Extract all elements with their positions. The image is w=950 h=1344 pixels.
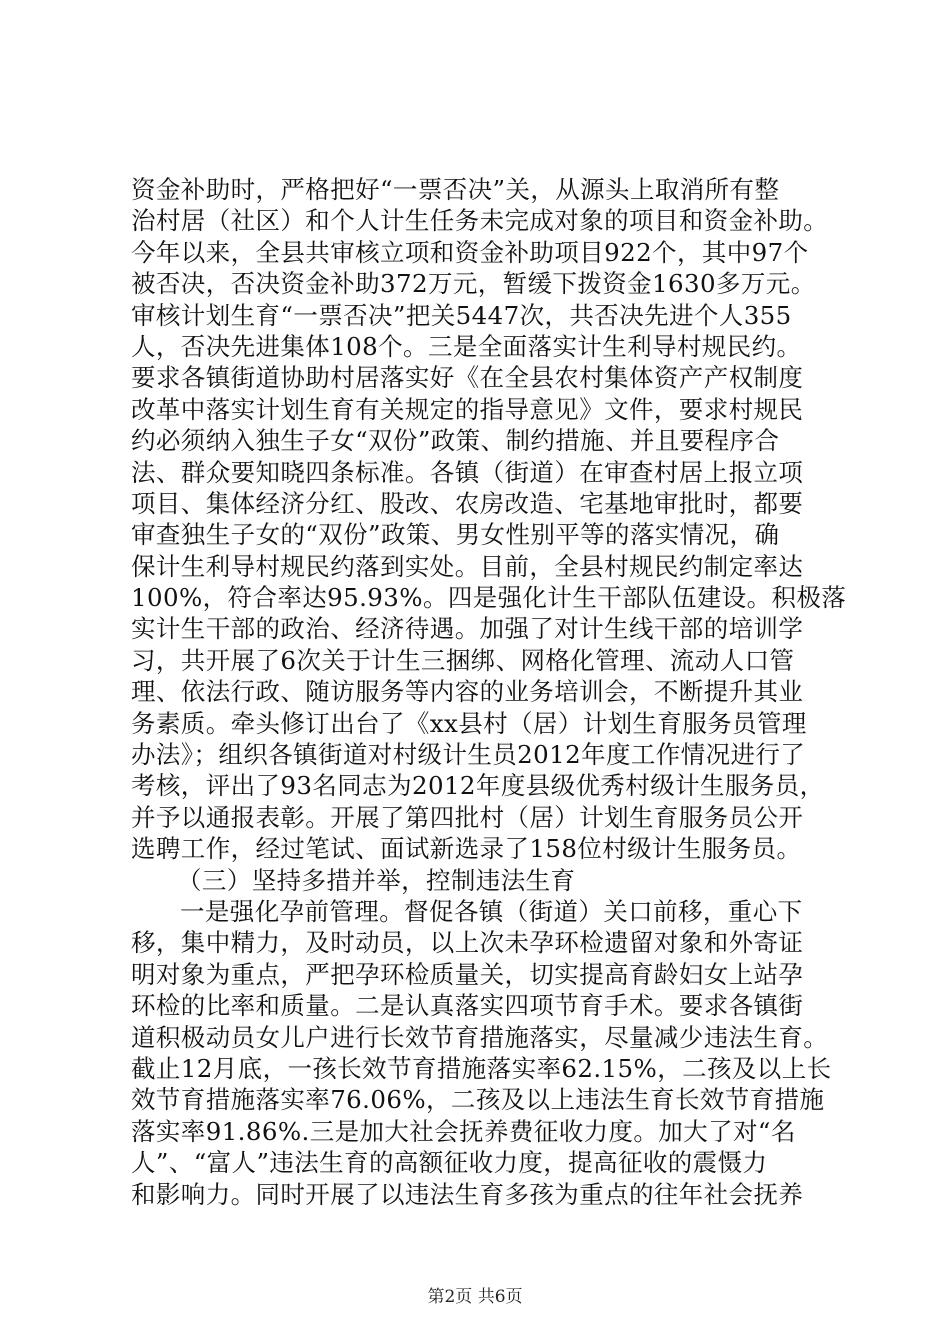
text-line: 道积极动员女儿户进行长效节育措施落实，尽量减少违法生育。 [131, 1022, 829, 1052]
text-line: 理、依法行政、随访服务等内容的业务培训会，不断提升其业 [131, 677, 804, 707]
text-line: 资金补助时，严格把好“一票否决”关，从源头上取消所有整 [131, 175, 780, 204]
text-line: 改革中落实计划生育有关规定的指导意见》文件，要求村规民 [131, 394, 804, 424]
page-number-footer: 第2页 共6页 [427, 1287, 523, 1307]
text-line: 截止12月底，一孩长效节育措施落实率62.15%，二孩及以上长 [131, 1053, 832, 1083]
text-line: 并予以通报表彰。开展了第四批村（居）计划生育服务员公开 [131, 802, 804, 832]
body-text [131, 174, 847, 1210]
text-line: 今年以来，全县共审核立项和资金补助项目922个，其中97个 [131, 237, 809, 267]
text-line: 明对象为重点，严把孕环检质量关，切实提高育龄妇女上站孕 [131, 959, 804, 989]
text-line: 保计生利导村规民约落到实处。目前，全县村规民约制定率达 [131, 551, 804, 581]
text-line: 审核计划生育“一票否决”把关5447次，共否决先进个人355 [131, 300, 792, 330]
section-heading: （三）坚持多措并举，控制违法生育 [177, 865, 576, 895]
text-line: 项目、集体经济分红、股改、农房改造、宅基地审批时，都要 [131, 488, 804, 518]
text-line: 办法》；组织各镇街道对村级计生员2012年度工作情况进行了 [131, 740, 806, 770]
text-line: 和影响力。同时开展了以违法生育多孩为重点的往年社会抚养 [131, 1179, 804, 1209]
paragraph-first-line: 一是强化孕前管理。督促各镇（街道）关口前移，重心下 [180, 896, 803, 926]
text-line: 治村居（社区）和个人计生任务未完成对象的项目和资金补助。 [131, 206, 829, 236]
text-line: 实计生干部的政治、经济待遇。加强了对计生线干部的培训学 [131, 614, 804, 644]
text-line: 效节育措施落实率76.06%，二孩及以上违法生育长效节育措施 [131, 1085, 825, 1115]
text-line: 约必须纳入独生子女“双份”政策、制约措施、并且要程序合 [131, 426, 780, 456]
text-line: 100%，符合率达95.93%。四是强化计生干部队伍建设。积极落 [131, 583, 847, 613]
text-line: 考核，评出了93名同志为2012年度县级优秀村级计生服务员， [131, 771, 825, 801]
text-line: 法、群众要知晓四条标准。各镇（街道）在审查村居上报立项 [131, 457, 804, 487]
text-line: 被否决，否决资金补助372万元，暂缓下拨资金1630多万元。 [131, 269, 816, 299]
text-line: 要求各镇街道协助村居落实好《在全县农村集体资产产权制度 [131, 363, 804, 393]
text-line: 习，共开展了6次关于计生三捆绑、网格化管理、流动人口管 [131, 645, 795, 675]
text-line: 环检的比率和质量。二是认真落实四项节育手术。要求各镇街 [131, 991, 804, 1021]
text-line: 人，否决先进集体108个。三是全面落实计生利导村规民约。 [131, 331, 802, 361]
text-line: 移，集中精力，及时动员，以上次未孕环检遗留对象和外寄证 [131, 928, 804, 958]
text-line: 选聘工作，经过笔试、面试新选录了158位村级计生服务员。 [131, 834, 802, 864]
text-line: 审查独生子女的“双份”政策、男女性别平等的落实情况，确 [131, 520, 780, 550]
text-line: 务素质。牵头修订出台了《xx县村（居）计划生育服务员管理 [131, 708, 807, 738]
text-line: 人”、“富人”违法生育的高额征收力度，提高征收的震慑力 [131, 1148, 768, 1178]
text-line: 落实率91.86%.三是加大社会抚养费征收力度。加大了对“名 [131, 1116, 796, 1146]
